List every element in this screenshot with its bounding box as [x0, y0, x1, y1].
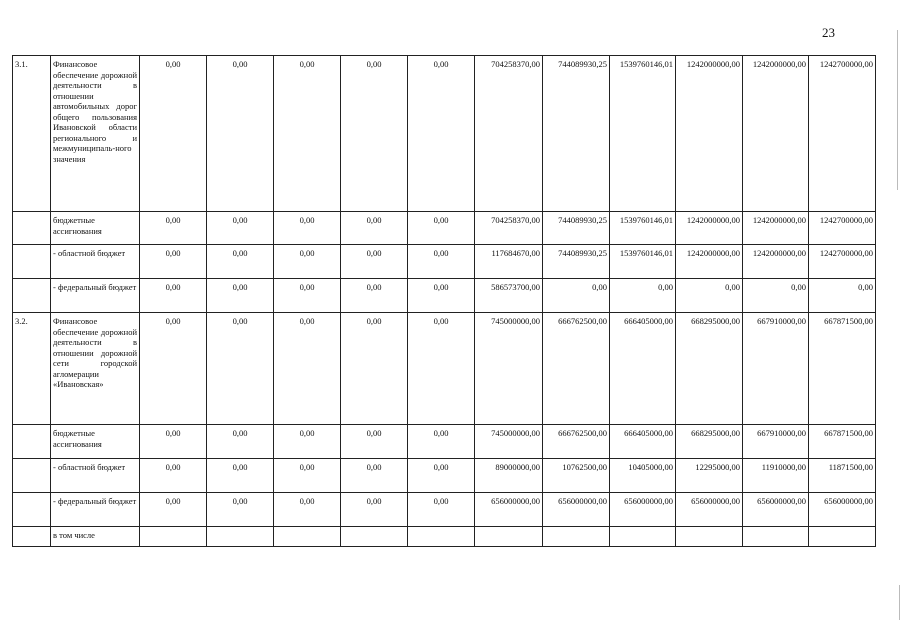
row-code [13, 493, 51, 527]
row-code: 3.2. [13, 313, 51, 425]
value-cell: 11871500,00 [809, 459, 876, 493]
value-cell: 0,00 [341, 425, 408, 459]
value-cell: 1242000000,00 [743, 245, 809, 279]
row-label: Финансовое обеспечение дорожной деятельности в отношении автомобильных дорог общего пользования Ивановской области регионального и межмуниципаль-ного значения [51, 56, 140, 212]
value-cell: 89000000,00 [475, 459, 543, 493]
value-cell: 0,00 [543, 279, 610, 313]
value-cell: 0,00 [341, 459, 408, 493]
row-code [13, 212, 51, 245]
value-cell [140, 527, 207, 547]
value-cell: 0,00 [274, 56, 341, 212]
table-row [13, 493, 876, 527]
table-body [13, 56, 876, 547]
row-label: - областной бюджет [51, 459, 140, 493]
table-row [13, 527, 876, 547]
value-cell: 0,00 [341, 313, 408, 425]
value-cell: 0,00 [140, 313, 207, 425]
value-cell: 656000000,00 [676, 493, 743, 527]
value-cell: 0,00 [341, 493, 408, 527]
value-cell: 745000000,00 [475, 425, 543, 459]
row-code [13, 527, 51, 547]
value-cell [743, 527, 809, 547]
value-cell: 0,00 [408, 279, 475, 313]
row-code [13, 425, 51, 459]
value-cell: 0,00 [743, 279, 809, 313]
row-label: - федеральный бюджет [51, 279, 140, 313]
value-cell: 0,00 [408, 313, 475, 425]
value-cell: 656000000,00 [543, 493, 610, 527]
value-cell: 744089930,25 [543, 212, 610, 245]
value-cell: 656000000,00 [475, 493, 543, 527]
value-cell: 1539760146,01 [610, 212, 676, 245]
scan-artifact [897, 30, 898, 190]
row-label: - областной бюджет [51, 245, 140, 279]
value-cell: 667910000,00 [743, 425, 809, 459]
value-cell: 0,00 [341, 245, 408, 279]
table-row [13, 245, 876, 279]
value-cell: 0,00 [274, 425, 341, 459]
value-cell: 1242000000,00 [676, 212, 743, 245]
value-cell [676, 527, 743, 547]
value-cell: 0,00 [408, 245, 475, 279]
value-cell: 0,00 [408, 459, 475, 493]
value-cell: 586573700,00 [475, 279, 543, 313]
page-number: 23 [822, 25, 835, 40]
value-cell: 10762500,00 [543, 459, 610, 493]
value-cell [341, 527, 408, 547]
table-row [13, 459, 876, 493]
row-code [13, 245, 51, 279]
value-cell: 12295000,00 [676, 459, 743, 493]
table-row [13, 56, 876, 212]
value-cell [809, 527, 876, 547]
value-cell: 0,00 [341, 279, 408, 313]
table-row [13, 212, 876, 245]
value-cell: 0,00 [140, 212, 207, 245]
value-cell: 0,00 [274, 493, 341, 527]
value-cell: 0,00 [676, 279, 743, 313]
value-cell: 666405000,00 [610, 313, 676, 425]
value-cell: 1539760146,01 [610, 56, 676, 212]
value-cell: 0,00 [207, 459, 274, 493]
value-cell: 0,00 [140, 493, 207, 527]
value-cell: 11910000,00 [743, 459, 809, 493]
value-cell: 1242700000,00 [809, 212, 876, 245]
scan-artifact [899, 585, 900, 620]
row-label: бюджетные ассигнования [51, 212, 140, 245]
row-code [13, 459, 51, 493]
value-cell: 0,00 [274, 245, 341, 279]
value-cell [543, 527, 610, 547]
value-cell: 667910000,00 [743, 313, 809, 425]
value-cell [610, 527, 676, 547]
value-cell: 744089930,25 [543, 56, 610, 212]
value-cell: 0,00 [809, 279, 876, 313]
value-cell: 656000000,00 [743, 493, 809, 527]
value-cell: 0,00 [140, 56, 207, 212]
value-cell [274, 527, 341, 547]
value-cell [408, 527, 475, 547]
value-cell [207, 527, 274, 547]
financing-table [12, 55, 876, 547]
value-cell: 744089930,25 [543, 245, 610, 279]
value-cell: 0,00 [207, 425, 274, 459]
value-cell: 668295000,00 [676, 425, 743, 459]
value-cell: 1242700000,00 [809, 56, 876, 212]
value-cell: 1242000000,00 [676, 56, 743, 212]
value-cell: 0,00 [274, 313, 341, 425]
value-cell: 704258370,00 [475, 212, 543, 245]
row-code [13, 279, 51, 313]
row-code: 3.1. [13, 56, 51, 212]
value-cell: 704258370,00 [475, 56, 543, 212]
value-cell: 0,00 [207, 279, 274, 313]
value-cell: 668295000,00 [676, 313, 743, 425]
value-cell: 0,00 [207, 313, 274, 425]
value-cell: 0,00 [341, 56, 408, 212]
table-row [13, 313, 876, 425]
table-row [13, 425, 876, 459]
value-cell: 1242000000,00 [743, 212, 809, 245]
value-cell: 666405000,00 [610, 425, 676, 459]
value-cell: 656000000,00 [610, 493, 676, 527]
row-label: Финансовое обеспечение дорожной деятельности в отношении дорожной сети городской агломерации «Ивановская» [51, 313, 140, 425]
value-cell: 0,00 [140, 425, 207, 459]
value-cell: 10405000,00 [610, 459, 676, 493]
value-cell: 0,00 [140, 279, 207, 313]
value-cell [475, 527, 543, 547]
value-cell: 666762500,00 [543, 313, 610, 425]
value-cell: 745000000,00 [475, 313, 543, 425]
value-cell: 0,00 [610, 279, 676, 313]
row-label: бюджетные ассигнования [51, 425, 140, 459]
value-cell: 0,00 [408, 56, 475, 212]
value-cell: 667871500,00 [809, 425, 876, 459]
value-cell: 0,00 [140, 245, 207, 279]
value-cell: 0,00 [207, 56, 274, 212]
value-cell: 0,00 [207, 493, 274, 527]
row-label: - федеральный бюджет [51, 493, 140, 527]
table-row [13, 279, 876, 313]
row-label: в том числе [51, 527, 140, 547]
value-cell: 0,00 [274, 279, 341, 313]
value-cell: 1242000000,00 [676, 245, 743, 279]
value-cell: 666762500,00 [543, 425, 610, 459]
value-cell: 1242000000,00 [743, 56, 809, 212]
value-cell: 0,00 [274, 212, 341, 245]
value-cell: 1539760146,01 [610, 245, 676, 279]
value-cell: 0,00 [140, 459, 207, 493]
value-cell: 0,00 [408, 493, 475, 527]
value-cell: 0,00 [207, 212, 274, 245]
value-cell: 117684670,00 [475, 245, 543, 279]
value-cell: 0,00 [408, 425, 475, 459]
value-cell: 0,00 [341, 212, 408, 245]
value-cell: 0,00 [207, 245, 274, 279]
value-cell: 667871500,00 [809, 313, 876, 425]
value-cell: 0,00 [408, 212, 475, 245]
value-cell: 656000000,00 [809, 493, 876, 527]
value-cell: 0,00 [274, 459, 341, 493]
value-cell: 1242700000,00 [809, 245, 876, 279]
